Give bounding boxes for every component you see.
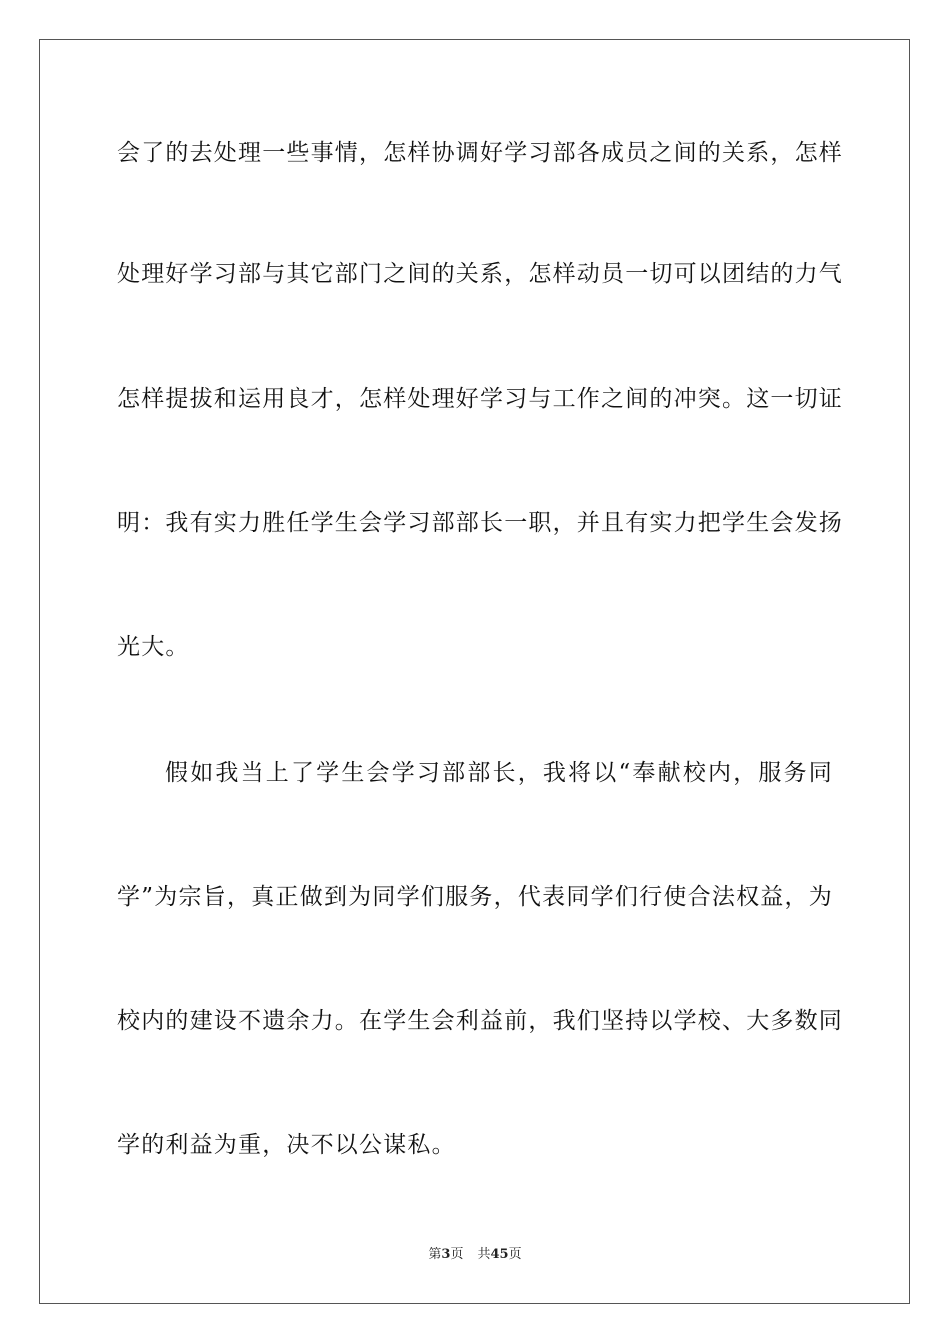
page-border — [39, 39, 910, 1304]
total-prefix: 共 — [477, 1247, 491, 1262]
page-footer — [0, 1246, 950, 1264]
total-pages: 45 — [490, 1247, 509, 1262]
total-suffix: 页 — [508, 1247, 522, 1262]
text-line-4: 明：我有实力胜任学生会学习部部长一职，并且有实力把学生会发扬 — [117, 510, 843, 536]
text-line-7: 学”为宗旨，真正做到为同学们服务，代表同学们行使合法权益，为 — [117, 884, 833, 910]
text-line-2: 处理好学习部与其它部门之间的关系，怎样动员一切可以团结的力气 — [117, 261, 843, 287]
text-line-5: 光大。 — [117, 634, 190, 660]
text-line-1: 会了的去处理一些事情，怎样协调好学习部各成员之间的关系，怎样 — [117, 140, 843, 166]
text-line-9: 学的利益为重，决不以公谋私。 — [117, 1132, 456, 1158]
text-line-3: 怎样提拔和运用良才，怎样处理好学习与工作之间的冲突。这一切证 — [117, 386, 843, 412]
page-suffix: 页 — [450, 1247, 464, 1262]
page-prefix: 第 — [428, 1247, 442, 1262]
page-number: 3 — [441, 1247, 451, 1262]
text-line-8: 校内的建设不遗余力。在学生会利益前，我们坚持以学校、大多数同 — [117, 1008, 843, 1034]
text-line-6: 假如我当上了学生会学习部部长，我将以“奉献校内，服务同 — [165, 760, 833, 786]
